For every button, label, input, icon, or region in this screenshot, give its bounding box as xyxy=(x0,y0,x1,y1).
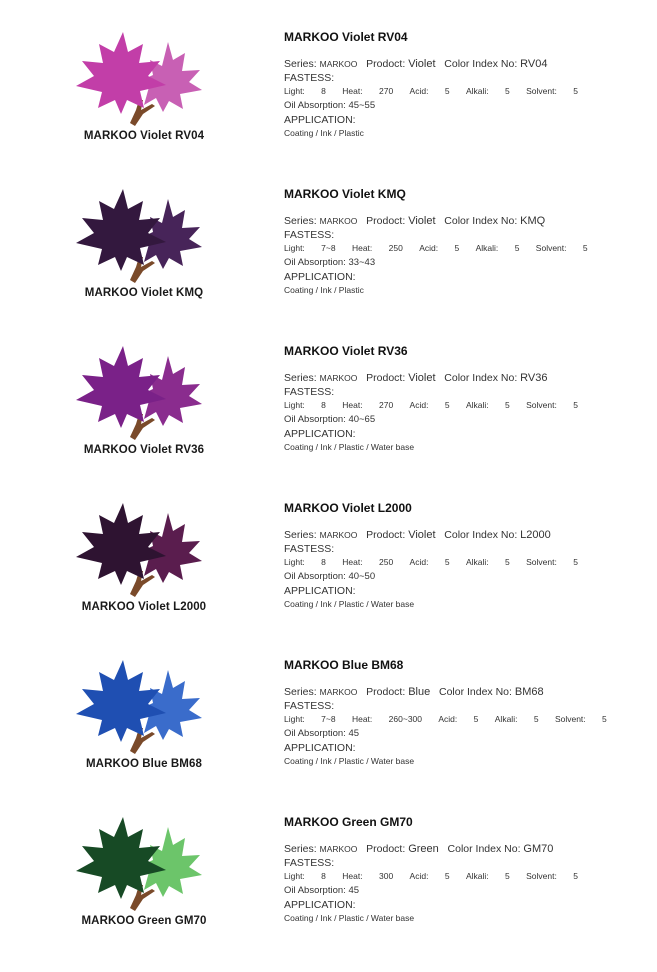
acid-value: 5 xyxy=(444,557,450,567)
color-index-label: Color Index No: xyxy=(438,686,512,698)
fastness-values xyxy=(284,85,644,98)
acid-fastness xyxy=(438,713,478,726)
heat-label: Heat: xyxy=(342,557,363,567)
series-value: MARKOO xyxy=(319,373,358,383)
series-line xyxy=(284,685,644,699)
heat-fastness xyxy=(342,85,393,98)
acid-fastness xyxy=(410,85,450,98)
acid-value: 5 xyxy=(444,400,450,410)
fastess-heading: FASTESS: xyxy=(284,72,335,84)
fastness-values xyxy=(284,870,644,883)
solvent-value: 5 xyxy=(573,557,578,567)
alkali-label: Alkali: xyxy=(475,243,499,253)
fastess-heading: FASTESS: xyxy=(284,386,335,398)
solvent-label: Solvent: xyxy=(526,871,557,881)
alkali-value: 5 xyxy=(505,557,510,567)
solvent-value: 5 xyxy=(602,714,607,724)
product-caption: MARKOO Violet KMQ xyxy=(84,287,204,299)
product-details xyxy=(284,501,644,611)
color-index-value: RV36 xyxy=(520,372,548,384)
heat-value: 270 xyxy=(378,86,394,96)
alkali-label: Alkali: xyxy=(465,871,489,881)
color-index-value: KMQ xyxy=(520,215,546,227)
solvent-label: Solvent: xyxy=(526,86,557,96)
application-value: Coating / Ink / Plastic / Water base xyxy=(284,913,415,923)
left-leaf-icon xyxy=(76,503,166,585)
product-value: Violet xyxy=(408,58,436,70)
acid-label: Acid: xyxy=(438,714,458,724)
product-caption: MARKOO Violet L2000 xyxy=(81,601,207,613)
color-index-value: L2000 xyxy=(520,529,551,541)
color-index-value: BM68 xyxy=(514,686,544,698)
solvent-fastness xyxy=(555,713,607,726)
light-label: Light: xyxy=(284,400,305,410)
fastness-values xyxy=(284,242,644,255)
solvent-label: Solvent: xyxy=(526,400,557,410)
heat-value: 250 xyxy=(378,557,394,567)
solvent-label: Solvent: xyxy=(554,714,586,724)
product-caption: MARKOO Blue BM68 xyxy=(86,758,202,770)
series-line xyxy=(284,214,644,228)
alkali-label: Alkali: xyxy=(465,557,489,567)
heat-label: Heat: xyxy=(351,243,373,253)
oil-absorption-label: Oil Absorption: xyxy=(284,885,346,896)
oil-absorption-value: 40~50 xyxy=(348,571,376,582)
fastness-values xyxy=(284,556,644,569)
acid-value: 5 xyxy=(473,714,479,724)
acid-label: Acid: xyxy=(409,557,429,567)
solvent-fastness xyxy=(526,556,578,569)
application-value: Coating / Ink / Plastic xyxy=(284,285,364,295)
heat-fastness xyxy=(352,713,422,726)
application-heading: APPLICATION: xyxy=(284,899,356,911)
light-fastness xyxy=(284,242,336,255)
oil-absorption xyxy=(284,412,644,427)
product-entry-2 xyxy=(0,187,657,344)
heat-value: 250 xyxy=(388,243,403,253)
fastess-heading: FASTESS: xyxy=(284,229,335,241)
light-value: 8 xyxy=(321,86,326,96)
product-value: Green xyxy=(408,843,439,855)
product-details xyxy=(284,30,644,140)
product-caption: MARKOO Violet RV04 xyxy=(83,130,205,142)
acid-value: 5 xyxy=(444,871,450,881)
series-label: Series: xyxy=(284,529,317,541)
oil-absorption xyxy=(284,883,644,898)
series-line xyxy=(284,371,644,385)
light-label: Light: xyxy=(284,557,305,567)
light-label: Light: xyxy=(284,871,305,881)
application-heading: APPLICATION: xyxy=(284,742,356,754)
color-index-label: Color Index No: xyxy=(447,843,521,855)
oil-absorption xyxy=(284,569,644,584)
color-index-value: GM70 xyxy=(523,843,554,855)
acid-fastness xyxy=(410,399,450,412)
product-details xyxy=(284,187,644,297)
product-title: MARKOO Violet RV36 xyxy=(284,344,408,358)
application-value: Coating / Ink / Plastic / Water base xyxy=(284,599,415,609)
product-title: MARKOO Blue BM68 xyxy=(284,658,404,672)
oil-absorption xyxy=(284,726,644,741)
acid-value: 5 xyxy=(444,86,450,96)
oil-absorption-label: Oil Absorption: xyxy=(284,257,346,268)
product-entry-3 xyxy=(0,344,657,501)
product-caption: MARKOO Violet RV36 xyxy=(83,444,205,456)
solvent-fastness xyxy=(526,85,578,98)
solvent-fastness xyxy=(526,399,578,412)
color-index-label: Color Index No: xyxy=(444,529,518,541)
acid-label: Acid: xyxy=(419,243,439,253)
color-index-label: Color Index No: xyxy=(444,372,518,384)
acid-fastness xyxy=(419,242,459,255)
series-value: MARKOO xyxy=(319,687,358,697)
application-value: Coating / Ink / Plastic / Water base xyxy=(284,442,415,452)
application-heading: APPLICATION: xyxy=(284,585,356,597)
product-label: Prodoct: xyxy=(366,686,406,698)
alkali-value: 5 xyxy=(514,243,520,253)
light-label: Light: xyxy=(284,714,305,724)
heat-value: 260~300 xyxy=(388,714,422,724)
oil-absorption-value: 33~43 xyxy=(348,257,376,268)
oil-absorption-label: Oil Absorption: xyxy=(284,414,346,425)
alkali-value: 5 xyxy=(505,871,510,881)
light-value: 8 xyxy=(321,557,326,567)
oil-absorption-value: 40~65 xyxy=(348,414,376,425)
series-label: Series: xyxy=(284,686,317,698)
acid-fastness xyxy=(410,870,450,883)
acid-label: Acid: xyxy=(409,400,429,410)
alkali-value: 5 xyxy=(533,714,539,724)
series-line xyxy=(284,528,644,542)
fastess-heading: FASTESS: xyxy=(284,857,335,869)
light-fastness xyxy=(284,399,326,412)
fastess-heading: FASTESS: xyxy=(284,700,335,712)
alkali-value: 5 xyxy=(505,86,510,96)
acid-label: Acid: xyxy=(409,86,429,96)
acid-label: Acid: xyxy=(409,871,429,881)
heat-value: 270 xyxy=(378,400,394,410)
fastness-values xyxy=(284,399,644,412)
left-leaf-icon xyxy=(76,817,166,899)
series-line xyxy=(284,57,644,71)
heat-label: Heat: xyxy=(351,714,373,724)
solvent-fastness xyxy=(526,870,578,883)
product-entry-1 xyxy=(0,30,657,187)
oil-absorption-label: Oil Absorption: xyxy=(284,728,346,739)
application-heading: APPLICATION: xyxy=(284,271,356,283)
alkali-fastness xyxy=(466,870,510,883)
product-label: Prodoct: xyxy=(366,372,406,384)
light-label: Light: xyxy=(284,243,305,253)
application-heading: APPLICATION: xyxy=(284,114,356,126)
left-leaf-icon xyxy=(76,32,166,114)
fastess-heading: FASTESS: xyxy=(284,543,335,555)
heat-fastness xyxy=(352,242,403,255)
product-value: Violet xyxy=(408,529,436,541)
product-details xyxy=(284,815,644,925)
product-title: MARKOO Green GM70 xyxy=(284,815,413,829)
left-leaf-icon xyxy=(76,660,166,742)
application-value: Coating / Ink / Plastic / Water base xyxy=(284,756,415,766)
fastness-values xyxy=(284,713,644,726)
solvent-value: 5 xyxy=(573,400,578,410)
product-caption: MARKOO Green GM70 xyxy=(81,915,207,927)
solvent-fastness xyxy=(536,242,588,255)
oil-absorption-value: 45 xyxy=(348,728,360,739)
alkali-value: 5 xyxy=(505,400,510,410)
product-value: Blue xyxy=(408,686,431,698)
product-label: Prodoct: xyxy=(366,843,406,855)
heat-fastness xyxy=(342,399,393,412)
light-label: Light: xyxy=(284,86,305,96)
product-title: MARKOO Violet KMQ xyxy=(284,187,406,201)
solvent-value: 5 xyxy=(582,243,588,253)
alkali-label: Alkali: xyxy=(465,86,489,96)
application-heading: APPLICATION: xyxy=(284,428,356,440)
left-leaf-icon xyxy=(76,346,166,428)
product-label: Prodoct: xyxy=(366,215,406,227)
heat-fastness xyxy=(342,556,393,569)
product-details xyxy=(284,344,644,454)
solvent-value: 5 xyxy=(573,871,578,881)
series-label: Series: xyxy=(284,215,317,227)
heat-fastness xyxy=(342,870,393,883)
application-value: Coating / Ink / Plastic xyxy=(284,128,364,138)
color-index-label: Color Index No: xyxy=(444,215,518,227)
heat-label: Heat: xyxy=(342,871,363,881)
series-value: MARKOO xyxy=(319,216,358,226)
light-fastness xyxy=(284,870,326,883)
alkali-fastness xyxy=(466,556,510,569)
product-title: MARKOO Violet RV04 xyxy=(284,30,408,44)
oil-absorption-value: 45~55 xyxy=(348,100,376,111)
product-entry-6 xyxy=(0,815,657,972)
heat-label: Heat: xyxy=(342,400,363,410)
series-label: Series: xyxy=(284,58,317,70)
oil-absorption xyxy=(284,98,644,113)
product-label: Prodoct: xyxy=(366,529,406,541)
alkali-fastness xyxy=(466,399,510,412)
light-value: 7~8 xyxy=(321,714,336,724)
series-value: MARKOO xyxy=(319,59,358,69)
series-line xyxy=(284,842,644,856)
solvent-label: Solvent: xyxy=(526,557,557,567)
color-index-value: RV04 xyxy=(520,58,548,70)
alkali-fastness xyxy=(476,242,520,255)
product-details xyxy=(284,658,644,768)
series-value: MARKOO xyxy=(319,530,358,540)
acid-value: 5 xyxy=(454,243,460,253)
oil-absorption-label: Oil Absorption: xyxy=(284,100,346,111)
color-index-label: Color Index No: xyxy=(444,58,518,70)
alkali-fastness xyxy=(466,85,510,98)
light-value: 7~8 xyxy=(321,243,336,253)
light-fastness xyxy=(284,713,336,726)
product-entry-5 xyxy=(0,658,657,815)
heat-value: 300 xyxy=(378,871,394,881)
alkali-label: Alkali: xyxy=(465,400,489,410)
alkali-fastness xyxy=(495,713,539,726)
series-label: Series: xyxy=(284,372,317,384)
product-title: MARKOO Violet L2000 xyxy=(284,501,412,515)
light-value: 8 xyxy=(321,871,326,881)
oil-absorption-value: 45 xyxy=(348,885,360,896)
acid-fastness xyxy=(410,556,450,569)
series-label: Series: xyxy=(284,843,317,855)
light-fastness xyxy=(284,556,326,569)
oil-absorption xyxy=(284,255,644,270)
left-leaf-icon xyxy=(76,189,166,271)
light-value: 8 xyxy=(321,400,326,410)
product-value: Violet xyxy=(408,215,436,227)
heat-label: Heat: xyxy=(342,86,363,96)
light-fastness xyxy=(284,85,326,98)
alkali-label: Alkali: xyxy=(494,714,518,724)
solvent-label: Solvent: xyxy=(535,243,567,253)
product-value: Violet xyxy=(408,372,436,384)
series-value: MARKOO xyxy=(319,844,358,854)
solvent-value: 5 xyxy=(573,86,578,96)
product-label: Prodoct: xyxy=(366,58,406,70)
product-entry-4 xyxy=(0,501,657,658)
oil-absorption-label: Oil Absorption: xyxy=(284,571,346,582)
